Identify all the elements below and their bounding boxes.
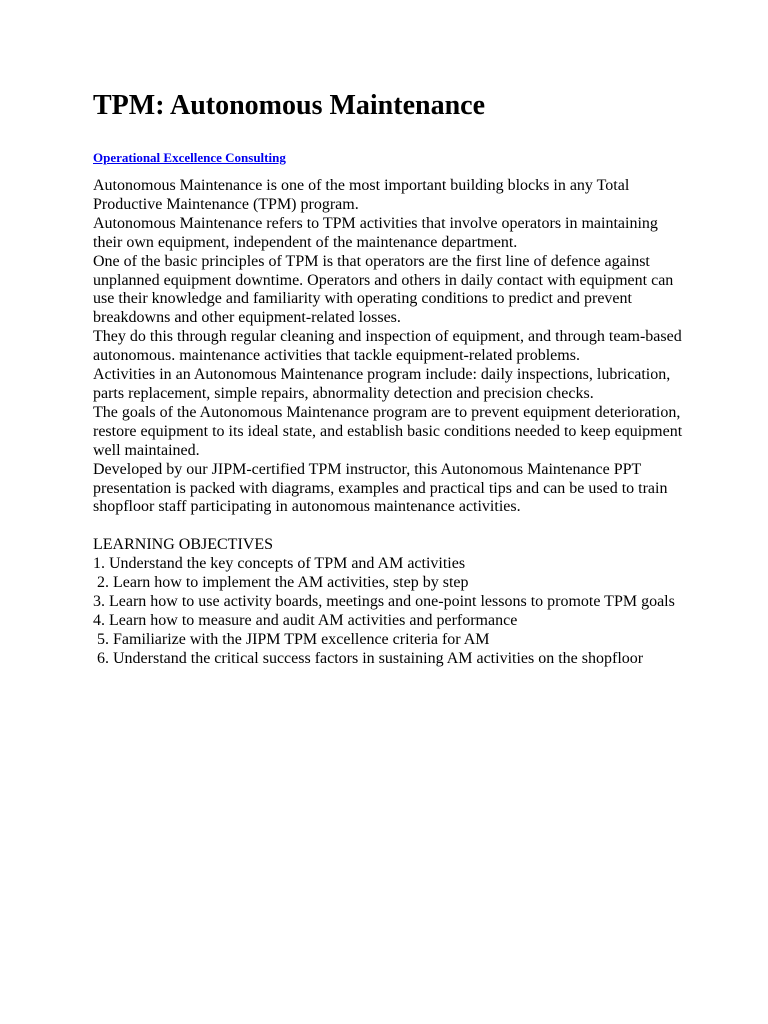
objective-item: 2. Learn how to implement the AM activities, step by step — [93, 574, 469, 592]
page-title: TPM: Autonomous Maintenance — [93, 90, 485, 121]
objective-item: 4. Learn how to measure and audit AM activities and performance — [93, 611, 518, 629]
objective-item: 5. Familiarize with the JIPM TPM excellence criteria for AM — [93, 630, 490, 648]
paragraph: They do this through regular cleaning and inspection of equipment, and through team-based autonomous. maintenance activities that tackle equipment-related problems. — [93, 328, 682, 365]
objective-item: 1. Understand the key concepts of TPM and AM activities — [93, 555, 466, 573]
paragraph: Autonomous Maintenance is one of the most important building blocks in any Total Productive Maintenance (TPM) program. — [93, 177, 630, 213]
objectives-heading: LEARNING OBJECTIVES — [93, 536, 273, 554]
paragraph: Activities in an Autonomous Maintenance program include: daily inspections, lubrication, parts replacement, simple repairs, abnormality detection and precision checks. — [93, 366, 671, 402]
source-link[interactable]: Operational Excellence Consulting — [93, 150, 286, 165]
paragraph: Developed by our JIPM-certified TPM instructor, this Autonomous Maintenance PPT presentation is packed with diagrams, examples and practical tips and can be used to train shopfloor staff participating in autonomous maintenance activities. — [93, 460, 668, 516]
paragraph: Autonomous Maintenance refers to TPM activities that involve operators in maintaining their own equipment, independent of the maintenance department. — [93, 214, 658, 251]
paragraph: The goals of the Autonomous Maintenance program are to prevent equipment deterioration, restore equipment to its ideal state, and establish basic conditions needed to keep equipment well maintained. — [93, 403, 683, 459]
document-page — [93, 88, 683, 669]
objective-item: 6. Understand the critical success factors in sustaining AM activities on the shopfloor — [93, 649, 644, 667]
objective-item: 3. Learn how to use activity boards, meetings and one-point lessons to promote TPM goals — [93, 593, 675, 611]
body-text — [93, 177, 683, 517]
learning-objectives — [93, 536, 683, 668]
paragraph: One of the basic principles of TPM is that operators are the first line of defence against unplanned equipment downtime. Operators and others in daily contact with equipment can use their knowledge and familiarity with operating conditions to predict and prevent breakdowns and other equipment-related losses. — [93, 252, 674, 327]
